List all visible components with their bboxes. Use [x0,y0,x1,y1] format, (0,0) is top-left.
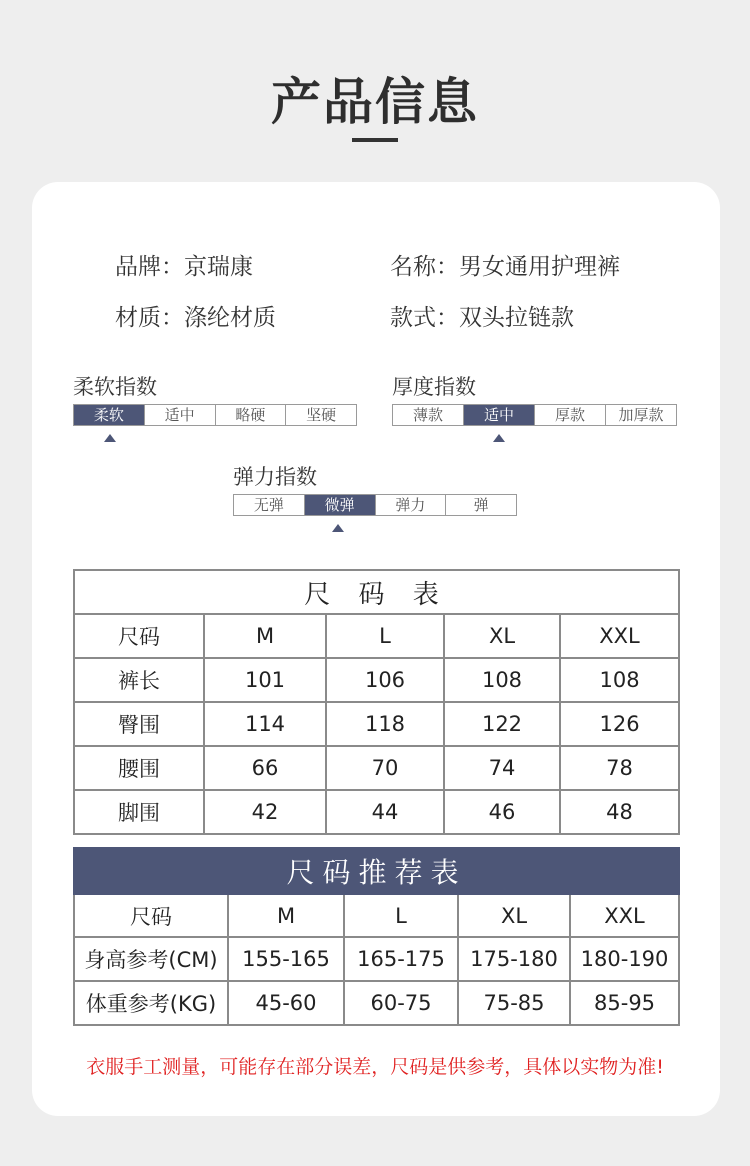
softness-label: 柔软指数 [73,375,157,399]
header-cell: XL [444,614,560,658]
header-cell: XXL [560,614,679,658]
softness-scale [73,404,357,426]
table-row [74,702,679,746]
header-cell: XXL [570,894,679,937]
table-cell: 42 [204,790,326,834]
elasticity-scale [233,494,517,516]
size-table-title: 尺 码 表 [74,570,679,614]
softness-option: 柔软 [74,405,144,425]
row-label: 腰围 [74,746,204,790]
table-cell: 70 [326,746,444,790]
table-row [74,658,679,702]
recommend-table-header-row [74,894,679,937]
thickness-label: 厚度指数 [392,375,476,399]
table-cell: 155-165 [228,937,344,981]
elasticity-label: 弹力指数 [233,465,317,489]
softness-option: 适中 [144,405,215,425]
table-cell: 101 [204,658,326,702]
elasticity-option: 微弹 [304,495,375,515]
row-label: 身高参考(CM) [74,937,228,981]
header-cell: L [326,614,444,658]
header-cell: 尺码 [74,894,228,937]
header-cell: XL [458,894,570,937]
row-label: 体重参考(KG) [74,981,228,1025]
name-info: 名称：男女通用护理裤 [390,254,620,280]
size-table [73,569,680,835]
measurement-note: 衣服手工测量，可能存在部分误差，尺码是供参考，具体以实物为准! [86,1056,664,1078]
title-divider [352,138,398,142]
page-title: 产品信息 [271,73,479,131]
thickness-option: 厚款 [534,405,605,425]
header-cell: M [228,894,344,937]
table-cell: 108 [444,658,560,702]
table-row [74,790,679,834]
thickness-option: 适中 [463,405,534,425]
size-table-header-row [74,614,679,658]
softness-option: 坚硬 [285,405,356,425]
table-cell: 165-175 [344,937,458,981]
softness-option: 略硬 [215,405,286,425]
row-label: 臀围 [74,702,204,746]
style-info: 款式：双头拉链款 [390,305,574,331]
table-cell: 66 [204,746,326,790]
row-label: 脚围 [74,790,204,834]
table-cell: 44 [326,790,444,834]
table-cell: 60-75 [344,981,458,1025]
table-row [74,746,679,790]
table-cell: 75-85 [458,981,570,1025]
header-cell: M [204,614,326,658]
table-cell: 114 [204,702,326,746]
brand-info: 品牌：京瑞康 [115,254,253,280]
table-cell: 180-190 [570,937,679,981]
header-cell: L [344,894,458,937]
header-cell: 尺码 [74,614,204,658]
table-cell: 106 [326,658,444,702]
table-row [74,937,679,981]
table-cell: 108 [560,658,679,702]
material-info: 材质：涤纶材质 [115,305,276,331]
thickness-scale [392,404,677,426]
elasticity-option: 无弹 [253,495,284,514]
row-label: 裤长 [74,658,204,702]
table-cell: 118 [326,702,444,746]
elasticity-option: 弹 [445,495,516,515]
thickness-pointer-icon [493,434,505,442]
table-cell: 78 [560,746,679,790]
table-cell: 46 [444,790,560,834]
table-cell: 126 [560,702,679,746]
elasticity-option: 弹力 [375,495,446,515]
table-cell: 175-180 [458,937,570,981]
softness-pointer-icon [104,434,116,442]
table-cell: 85-95 [570,981,679,1025]
table-row [74,981,679,1025]
size-recommend-table [73,847,680,1026]
thickness-option: 薄款 [412,405,443,424]
table-cell: 48 [560,790,679,834]
table-cell: 122 [444,702,560,746]
table-cell: 74 [444,746,560,790]
thickness-option: 加厚款 [605,405,676,425]
table-cell: 45-60 [228,981,344,1025]
recommend-table-title: 尺码推荐表 [74,848,679,894]
elasticity-pointer-icon [332,524,344,532]
